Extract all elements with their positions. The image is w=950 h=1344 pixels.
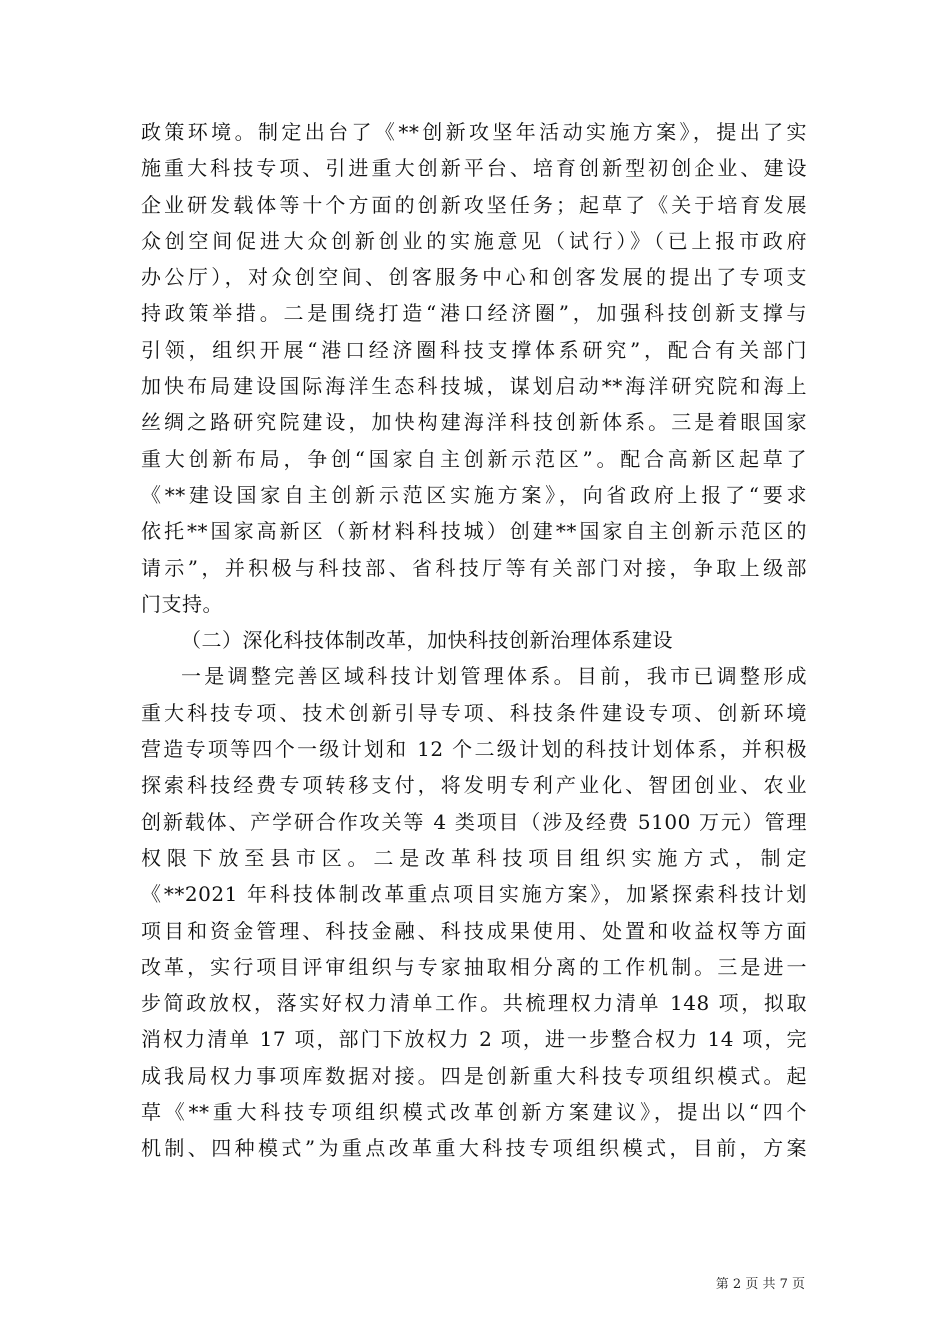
text-line: 众创空间促进大众创新创业的实施意见（试行）》（已上报市政府 bbox=[141, 228, 807, 253]
text-line: 丝绸之路研究院建设，加快构建海洋科技创新体系。三是着眼国家 bbox=[141, 410, 807, 435]
text-line: 消权力清单 17 项，部门下放权力 2 项，进一步整合权力 14 项，完 bbox=[141, 1027, 807, 1052]
text-line: 成我局权力事项库数据对接。四是创新重大科技专项组织模式。起 bbox=[141, 1063, 807, 1088]
text-line: 政策环境。制定出台了《**创新攻坚年活动实施方案》，提出了实 bbox=[141, 120, 807, 144]
text-line: 请示”，并积极与科技部、省科技厅等有关部门对接，争取上级部 bbox=[141, 555, 807, 580]
text-line: 探索科技经费专项转移支付，将发明专利产业化、智团创业、农业 bbox=[141, 773, 807, 798]
text-line: 机制、四种模式”为重点改革重大科技专项组织模式，目前，方案 bbox=[141, 1136, 807, 1161]
text-line: 持政策举措。二是围绕打造“港口经济圈”，加强科技创新支撑与 bbox=[141, 301, 807, 326]
page-number-footer: 第 2 页 共 7 页 bbox=[715, 1277, 805, 1292]
text-line: 项目和资金管理、科技金融、科技成果使用、处置和收益权等方面 bbox=[141, 918, 807, 943]
text-line: 重大科技专项、技术创新引导专项、科技条件建设专项、创新环境 bbox=[141, 700, 807, 725]
section-heading: （二）深化科技体制改革，加快科技创新治理体系建设 bbox=[181, 628, 673, 653]
text-line: 依托**国家高新区（新材料科技城）创建**国家自主创新示范区的 bbox=[141, 519, 807, 544]
text-line: 一是调整完善区域科技计划管理体系。目前，我市已调整形成 bbox=[181, 664, 807, 689]
text-line: 企业研发载体等十个方面的创新攻坚任务；起草了《关于培育发展 bbox=[141, 192, 807, 217]
text-line: 《**2021 年科技体制改革重点项目实施方案》，加紧探索科技计划 bbox=[141, 882, 807, 907]
text-line: 改革，实行项目评审组织与专家抽取相分离的工作机制。三是进一 bbox=[141, 954, 807, 979]
text-line: 引领，组织开展“港口经济圈科技支撑体系研究”，配合有关部门 bbox=[141, 337, 807, 362]
text-line: 创新载体、产学研合作攻关等 4 类项目（涉及经费 5100 万元）管理 bbox=[141, 809, 807, 834]
body-text bbox=[141, 114, 807, 1167]
text-line: 施重大科技专项、引进重大创新平台、培育创新型初创企业、建设 bbox=[141, 156, 807, 181]
text-line: 《**建设国家自主创新示范区实施方案》，向省政府上报了“要求 bbox=[141, 482, 807, 507]
text-line: 草《**重大科技专项组织模式改革创新方案建议》，提出以“四个 bbox=[141, 1100, 807, 1125]
text-line: 办公厅），对众创空间、创客服务中心和创客发展的提出了专项支 bbox=[141, 265, 807, 290]
text-line: 门支持。 bbox=[141, 591, 223, 616]
text-line: 步简政放权，落实好权力清单工作。共梳理权力清单 148 项，拟取 bbox=[141, 991, 807, 1016]
text-line: 权限下放至县市区。二是改革科技项目组织实施方式，制定 bbox=[141, 845, 807, 870]
text-line: 重大创新布局，争创“国家自主创新示范区”。配合高新区起草了 bbox=[141, 446, 807, 471]
text-line: 加快布局建设国际海洋生态科技城，谋划启动**海洋研究院和海上 bbox=[141, 374, 807, 399]
text-line: 营造专项等四个一级计划和 12 个二级计划的科技计划体系，并积极 bbox=[141, 737, 807, 762]
